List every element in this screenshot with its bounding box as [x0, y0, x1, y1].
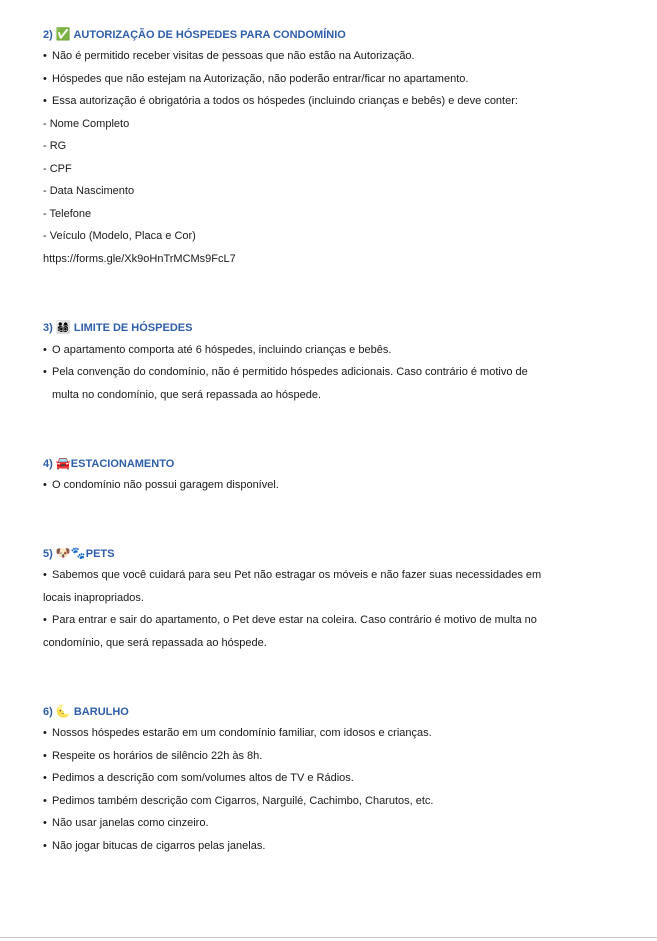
list-item: [43, 478, 279, 492]
field-item: - Veículo (Modelo, Placa e Cor): [43, 230, 196, 242]
car-icon: 🚘: [55, 456, 71, 470]
section-2-number: 2): [43, 29, 53, 41]
authorization-form-link[interactable]: https://forms.gle/Xk9oHnTrMCMs9FcL7: [43, 253, 236, 265]
list-item: [43, 49, 415, 63]
dog-paws-icon: 🐶🐾: [55, 546, 86, 560]
list-item: [43, 365, 528, 379]
list-item: [43, 343, 391, 357]
section-6-title: BARULHO: [73, 706, 129, 718]
check-mark-icon: ✅: [55, 27, 71, 41]
list-item-text: Não jogar bitucas de cigarros pelas janelas.: [52, 840, 266, 852]
list-item-text: Não usar janelas como cinzeiro.: [52, 817, 209, 829]
field-item: - RG: [43, 140, 67, 152]
list-item-text: Pedimos também descrição com Cigarros, Narguilé, Cachimbo, Charutos, etc.: [52, 795, 434, 807]
moon-icon: 🌜: [55, 704, 71, 718]
section-6-number: 6): [43, 706, 53, 718]
list-item-text: Sabemos que você cuidará para seu Pet não estragar os móveis e não fazer suas necessidades em: [52, 569, 542, 581]
section-4-heading: [43, 456, 174, 471]
list-item-text: Essa autorização é obrigatória a todos os hóspedes (incluindo crianças e bebês) e deve conter:: [52, 95, 518, 107]
list-item-text: O condomínio não possui garagem disponível.: [52, 479, 279, 491]
list-item-continuation: locais inapropriados.: [43, 592, 144, 604]
bullet: •: [43, 569, 47, 581]
section-6-heading: [43, 704, 129, 719]
bullet: •: [43, 750, 47, 762]
list-item: [43, 839, 265, 853]
section-5-number: 5): [43, 548, 53, 560]
list-item: [43, 771, 354, 785]
bullet: •: [43, 772, 47, 784]
section-2-title: AUTORIZAÇÃO DE HÓSPEDES PARA CONDOMÍNIO: [73, 29, 346, 41]
list-item-text: Hóspedes que não estejam na Autorização, não poderão entrar/ficar no apartamento.: [52, 73, 469, 85]
section-5-title: PETS: [85, 548, 115, 560]
section-3-number: 3): [43, 322, 53, 334]
list-item: [43, 568, 541, 582]
bullet: •: [43, 614, 47, 626]
bullet: •: [43, 795, 47, 807]
bullet: •: [43, 50, 47, 62]
list-item: [43, 613, 537, 627]
section-4-number: 4): [43, 458, 53, 470]
bullet: •: [43, 95, 47, 107]
list-item-text: Pedimos a descrição com som/volumes altos de TV e Rádios.: [52, 772, 354, 784]
list-item: [43, 816, 209, 830]
field-item: - Nome Completo: [43, 118, 130, 130]
bullet: •: [43, 73, 47, 85]
list-item: [43, 72, 468, 86]
field-item: - Telefone: [43, 208, 92, 220]
list-item-text: Nossos hóspedes estarão em um condomínio familiar, com idosos e crianças.: [52, 727, 432, 739]
bullet: •: [43, 840, 47, 852]
list-item-continuation: multa no condomínio, que será repassada ao hóspede.: [52, 389, 322, 401]
list-item-text: Respeite os horários de silêncio 22h às 8h.: [52, 750, 263, 762]
list-item: [43, 749, 262, 763]
list-item: [43, 94, 518, 108]
family-icon: 👨‍👩‍👧‍👦: [55, 320, 71, 334]
field-item: - Data Nascimento: [43, 185, 135, 197]
bullet: •: [43, 366, 47, 378]
field-item: - CPF: [43, 163, 72, 175]
bullet: •: [43, 479, 47, 491]
bullet: •: [43, 344, 47, 356]
section-5-heading: [43, 546, 114, 561]
list-item: [43, 794, 433, 808]
list-item-text: Não é permitido receber visitas de pessoas que não estão na Autorização.: [52, 50, 415, 62]
section-2-heading: [43, 27, 346, 42]
bullet: •: [43, 727, 47, 739]
list-item-text: Pela convenção do condomínio, não é permitido hóspedes adicionais. Caso contrário é motivo de: [52, 366, 528, 378]
section-3-title: LIMITE DE HÓSPEDES: [73, 322, 193, 334]
list-item: [43, 726, 432, 740]
page-bottom-divider: [0, 937, 657, 938]
list-item-text: Para entrar e sair do apartamento, o Pet deve estar na coleira. Caso contrário é motivo de multa no: [52, 614, 537, 626]
list-item-text: O apartamento comporta até 6 hóspedes, incluindo crianças e bebês.: [52, 344, 392, 356]
list-item-continuation: condomínio, que será repassada ao hóspede.: [43, 637, 267, 649]
bullet: •: [43, 817, 47, 829]
section-4-title: ESTACIONAMENTO: [70, 458, 175, 470]
section-3-heading: [43, 320, 192, 335]
